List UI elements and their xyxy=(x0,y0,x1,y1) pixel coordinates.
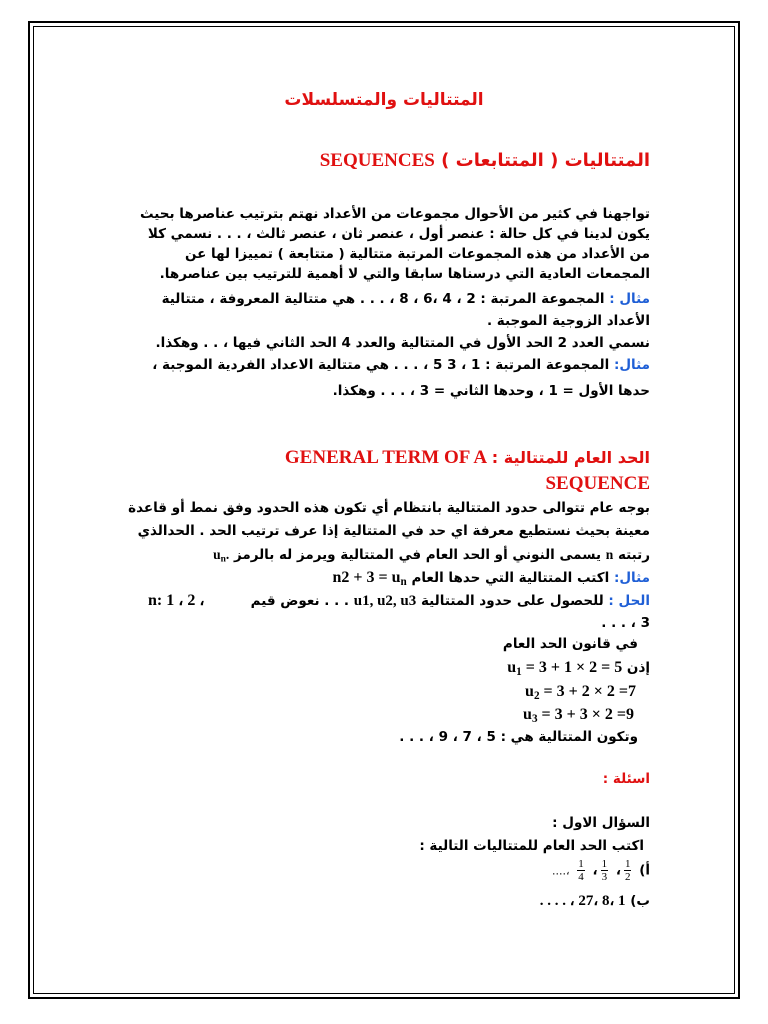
section2-heading-en-2: SEQUENCE xyxy=(545,473,650,494)
text: رتبته xyxy=(617,547,650,563)
example-text: المجموعة المرتبة : 2 ، 4 ،6 ، 8 ، . . . هي متتالية المعروفة ، متتالية xyxy=(161,291,605,307)
gt-para-line-3 xyxy=(213,546,650,568)
example1-line-1 xyxy=(162,291,650,308)
u2-line xyxy=(525,683,636,705)
para-line-3: من الأعداد من هذه المجموعات المرتبة متتالية ( متتابعة ) تمييزا لها عن xyxy=(184,246,650,262)
section1-heading xyxy=(320,152,650,169)
example2-line-2: حدها الأول = 1 ، وحدها الثاني = 3 ، . . . وهكذا. xyxy=(332,383,650,399)
example2-line-1 xyxy=(152,357,650,374)
u3-line xyxy=(523,706,634,728)
then-label: إذن xyxy=(626,660,650,676)
result-line: وتكون المتتالية هي : 5 ، 7 ، 9 ، . . . xyxy=(399,729,638,745)
text: يسمى النوني أو الحد العام في المتتالية ويرمز له بالرمز xyxy=(233,547,602,563)
u2-equation: $u_2 = 3 + 2 \times 2 =7$ xyxy=(525,683,636,702)
solution-label: الحل : xyxy=(608,593,650,609)
u1-equation: $u_1 = 3 + 1 \times 2 = 5$ xyxy=(507,659,623,678)
gt-example-line xyxy=(332,569,650,591)
para-line-2: يكون لدينا في كل حالة : عنصر أول ، عنصر ثان ، عنصر ثالث ، . . . نسمي كلا xyxy=(147,226,650,242)
gt-para-line-2: معينة بحيث نستطيع معرفة اي حد في المتتالية إذا عرف ترتيب الحد . الحدالذي xyxy=(137,523,650,539)
sequence-b: 1 ،8 ،27 ، . . . . xyxy=(539,893,626,909)
u3-equation: $u_3 = 3 + 3 \times 2 =9$ xyxy=(523,706,634,725)
example1-line-3: نسمي العدد 2 الحد الأول في المتتالية والعدد 4 الحد الثاني فيها ، . . وهكذا. xyxy=(155,335,650,351)
fraction-1-4: $\frac{1}{4}$ xyxy=(578,858,584,883)
solution-continuation: 3 ، . . . xyxy=(601,615,650,631)
law-line: في قانون الحد العام xyxy=(502,636,638,652)
example-text: المجموعة المرتبة : 1 ، 3 5 ، . . . هي متتالية الاعداد الفردية الموجبة ، xyxy=(152,357,610,373)
section1-heading-ar: المتتاليات ( المتتابعات ) xyxy=(441,150,650,171)
example-label: مثال: xyxy=(613,570,650,586)
u1-line xyxy=(507,659,650,681)
example-label: مثال : xyxy=(609,291,650,307)
question-1: السؤال الاول : xyxy=(552,815,650,831)
solution-text: للحصول على حدود المتتالية xyxy=(420,593,604,609)
question-a: أ) $\frac{1}{2}$ ، $\frac{1}{3}$ ، $\frac{1}{4}$ ،.... xyxy=(552,858,650,883)
para-line-1: تواجهنا في كثير من الأحوال مجموعات من الأعداد نهتم بترتيب عناصرها بحيث xyxy=(140,206,650,222)
example-text: اكتب المتتالية التي حدها العام xyxy=(411,570,610,586)
question-1-text: اكتب الحد العام للمتتاليات التالية : xyxy=(419,838,644,854)
symbol-un: $u_n$. xyxy=(213,547,230,565)
section1-heading-en: SEQUENCES xyxy=(319,150,435,171)
section2-heading-en: GENERAL TERM OF A xyxy=(284,447,488,468)
symbol-n: n xyxy=(605,547,614,562)
item-label-b: ب) xyxy=(630,893,650,909)
fraction-1-3: $\frac{1}{3}$ xyxy=(601,858,608,883)
example1-line-2: الأعداد الزوجية الموجبة . xyxy=(486,313,650,329)
ellipsis: ،.... xyxy=(552,864,570,878)
item-label-a: أ) xyxy=(639,862,650,879)
question-b xyxy=(540,893,650,910)
solution-text-2: . . . نعوض قيم xyxy=(250,593,350,609)
para-line-4: المجمعات العادية التي درسناها سابقا والتي لا أهمية للترتيب بين عناصرها. xyxy=(159,266,650,282)
solution-n-values: n: 1 ، 2 ، xyxy=(148,592,205,609)
gt-para-line-1: بوجه عام تتوالى حدود المتتالية بانتظام أي تكون هذه الحدود وفق نمط أو قاعدة xyxy=(128,500,650,516)
page-title: المتتاليات والمتسلسلات xyxy=(284,90,484,110)
solution-line xyxy=(251,593,650,610)
solution-terms: u1, u2, u3 xyxy=(353,593,417,609)
fraction-1-2: $\frac{1}{2}$ xyxy=(624,858,631,883)
section2-heading xyxy=(285,449,650,468)
questions-heading: اسئلة : xyxy=(602,771,650,787)
section2-heading-ar: الحد العام للمتتالية : xyxy=(491,448,650,467)
example-label: مثال: xyxy=(613,357,650,373)
general-term-formula: $n2 + 3 = u_n$ xyxy=(332,569,407,588)
